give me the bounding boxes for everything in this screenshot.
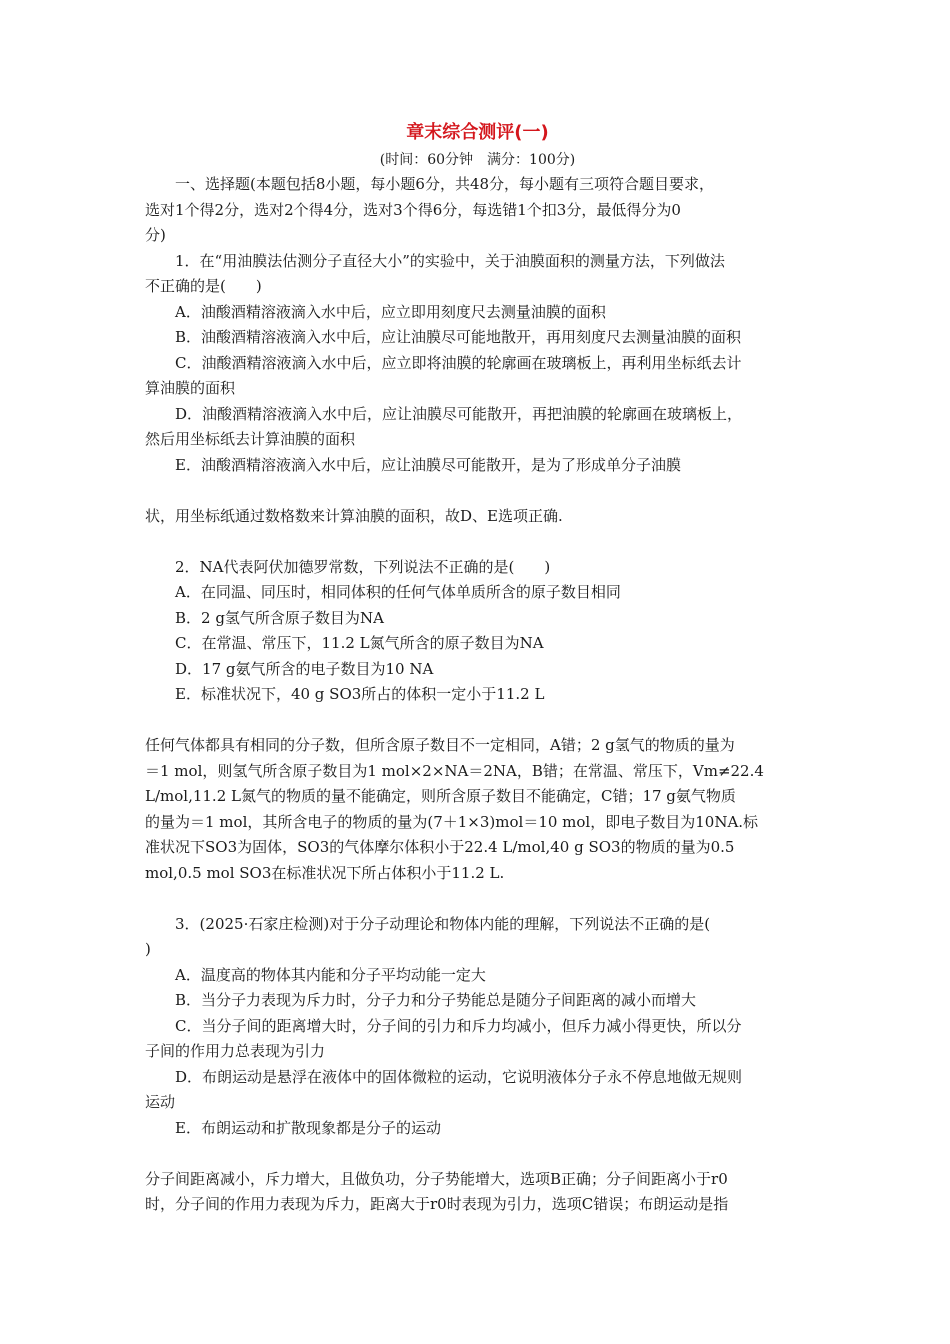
q2-analysis-text: 的量为＝1 mol，其所含电子的物质的量为(7＋1×3)mol＝10 mol，即电子数目为10NA.标: [145, 812, 759, 831]
q2-analysis: [145, 708, 810, 734]
q1-stem: 1．在“用油膜法估测分子直径大小”的实验中，关于油膜面积的测量方法，下列做法: [175, 251, 725, 270]
q3-option-a: A．温度高的物体其内能和分子平均动能一定大: [175, 965, 486, 984]
q3-option-d: D．布朗运动是悬浮在液体中的固体微粒的运动，它说明液体分子永不停息地做无规则: [175, 1067, 743, 1086]
q3-analysis-text: 时，分子间的作用力表现为斥力，距离大于r0时表现为引力，选项C错误；布朗运动是指: [145, 1195, 729, 1213]
q2-answer: [145, 886, 810, 912]
document-page: [145, 118, 810, 1218]
q1-analysis: [145, 478, 810, 504]
q2-option-e: E．标准状况下，40 g SO3所占的体积一定小于11.2 L: [175, 685, 545, 703]
page-title: 章末综合测评(一): [406, 122, 549, 143]
section-intro-line: 一、选择题(本题包括8小题，每小题6分，共48分，每小题有三项符合题目要求，: [175, 175, 715, 193]
q1-stem: 不正确的是( ): [145, 277, 262, 295]
q2-analysis-text: L/mol,11.2 L氮气的物质的量不能确定，则所含原子数目不能确定，C错；17 g氨气物质: [145, 787, 736, 805]
q2-stem: 2．NA代表阿伏加德罗常数，下列说法不正确的是( ): [175, 557, 551, 576]
q1-option-c: C．油酸酒精溶液滴入水中后，应立即将油膜的轮廓画在玻璃板上，再利用坐标纸去计: [175, 353, 742, 372]
q2-option-d: D．17 g氨气所含的电子数目为10 NA: [175, 659, 434, 678]
q3-stem: 3．(2025·石家庄检测)对于分子动理论和物体内能的理解，下列说法不正确的是(: [175, 914, 711, 933]
q3-option-c: 子间的作用力总表现为引力: [145, 1042, 326, 1060]
q3-option-b: B．当分子力表现为斥力时，分子力和分子势能总是随分子间距离的减小而增大: [175, 991, 697, 1009]
section-intro-line: 选对1个得2分，选对2个得4分，选对3个得6分，每选错1个扣3分，最低得分为0: [145, 200, 681, 219]
q1-option-d: D．油酸酒精溶液滴入水中后，应让油膜尽可能散开，再把油膜的轮廓画在玻璃板上，: [175, 404, 743, 423]
q3-option-d: 运动: [145, 1093, 176, 1111]
page-subtitle: (时间：60分钟 满分：100分): [379, 152, 576, 168]
q1-analysis-text: 状，用坐标纸通过数格数来计算油膜的面积，故D、E选项正确.: [145, 506, 563, 525]
q1-option-a: A．油酸酒精溶液滴入水中后，应立即用刻度尺去测量油膜的面积: [175, 302, 606, 321]
q2-option-b: B．2 g氢气所含原子数目为NA: [175, 608, 384, 627]
section-intro-line: 分): [145, 226, 166, 244]
q3-analysis: [145, 1141, 810, 1167]
q3-option-c: C．当分子间的距离增大时，分子间的引力和斥力均减小，但斥力减小得更快，所以分: [175, 1016, 742, 1035]
q3-option-e: E．布朗运动和扩散现象都是分子的运动: [175, 1118, 441, 1137]
q3-analysis-text: 分子间距离减小，斥力增大，且做负功，分子势能增大，选项B正确；分子间距离小于r0: [145, 1169, 728, 1188]
q2-analysis-text: mol,0.5 mol SO3在标准状况下所占体积小于11.2 L.: [145, 863, 505, 882]
q3-stem: ): [145, 940, 151, 958]
q1-answer: [145, 529, 810, 555]
q2-analysis-text: 任何气体都具有相同的分子数，但所含原子数目不一定相同，A错；2 g氢气的物质的量为: [145, 736, 735, 754]
q2-option-c: C．在常温、常压下，11.2 L氮气所含的原子数目为NA: [175, 634, 544, 652]
q1-option-b: B．油酸酒精溶液滴入水中后，应让油膜尽可能地散开，再用刻度尺去测量油膜的面积: [175, 328, 742, 346]
q1-option-d: 然后用坐标纸去计算油膜的面积: [145, 430, 356, 448]
q1-option-e: E．油酸酒精溶液滴入水中后，应让油膜尽可能散开，是为了形成单分子油膜: [175, 455, 681, 474]
q2-option-a: A．在同温、同压时，相同体积的任何气体单质所含的原子数目相同: [175, 583, 621, 601]
q1-option-c: 算油膜的面积: [145, 379, 236, 397]
q2-analysis-text: ＝1 mol，则氢气所含原子数目为1 mol×2×NA＝2NA，B错；在常温、常压下，Vm≠22.4: [145, 761, 764, 780]
q2-analysis-text: 准状况下SO3为固体，SO3的气体摩尔体积小于22.4 L/mol,40 g SO3的物质的量为0.5: [145, 838, 735, 856]
